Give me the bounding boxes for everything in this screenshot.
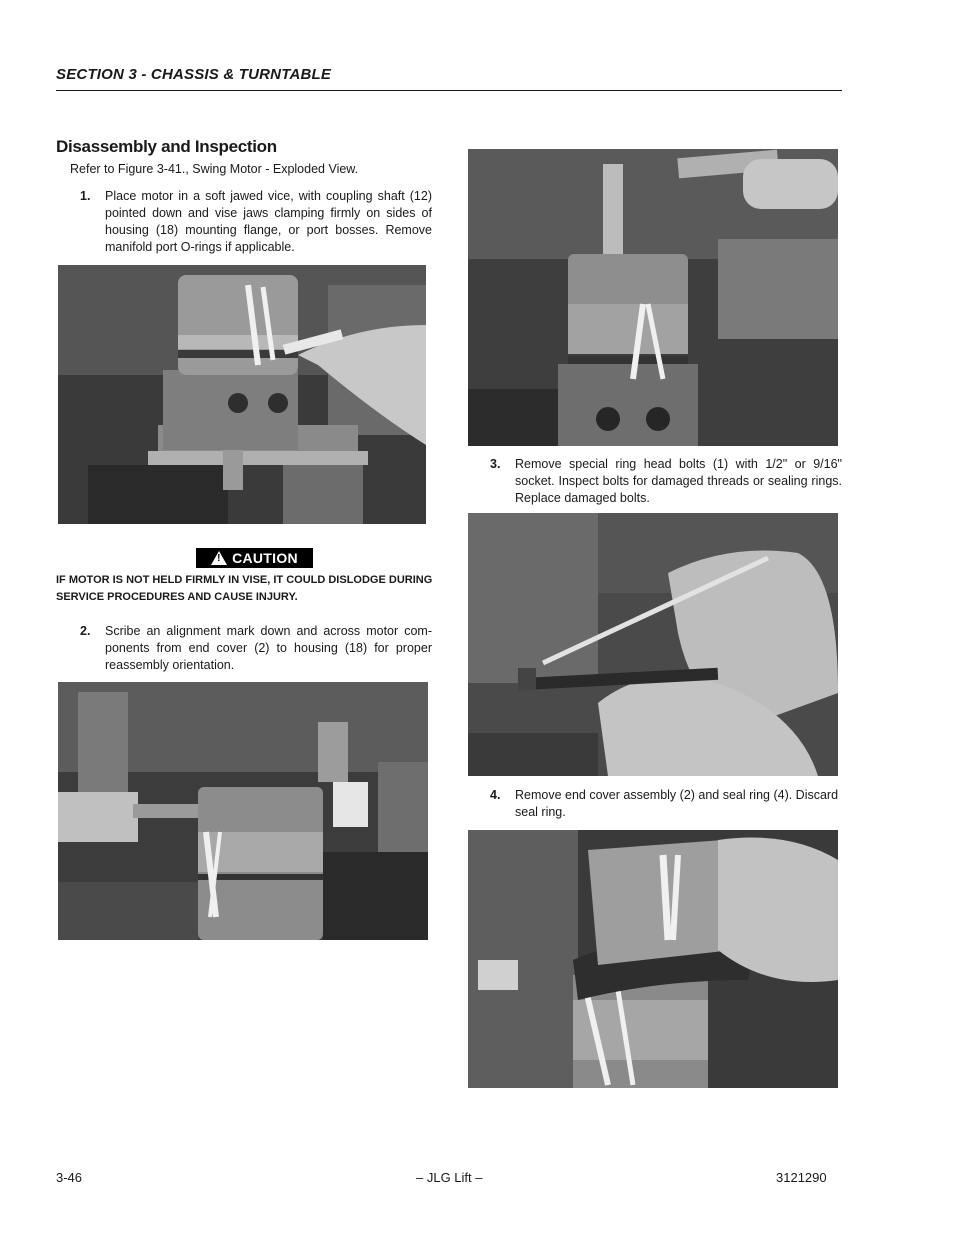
- photo-remove-end-cover: [468, 830, 838, 1088]
- step-4-text: Remove end cover assembly (2) and seal ring (4). Discard seal ring.: [515, 788, 839, 819]
- step-2-number: 2.: [80, 624, 91, 638]
- caution-badge: [196, 548, 313, 568]
- photo-alignment-mark: [58, 682, 428, 940]
- step-1-text: Place motor in a soft jawed vice, with coupling shaft (12) pointed down and vise jaws clamping firmly on sides of housing (18) mounting flange, or port bosses. Remove manifold port O-rings if applicable.: [105, 189, 432, 254]
- step-3-number: 3.: [490, 457, 501, 471]
- caution-label: CAUTION: [232, 550, 298, 566]
- section-header: SECTION 3 - CHASSIS & TURNTABLE: [56, 66, 332, 83]
- step-2-text: Scribe an alignment mark down and across motor com-ponents from end cover (2) to housing (18) for proper reassembly orientation.: [105, 624, 432, 672]
- footer-center: – JLG Lift –: [416, 1170, 483, 1185]
- section-heading: Disassembly and Inspection: [56, 137, 277, 156]
- doc-number: 3121290: [776, 1170, 827, 1185]
- page-number: 3-46: [56, 1170, 83, 1185]
- photo-inspect-bolt: [468, 513, 838, 776]
- warning-triangle-icon: !: [211, 551, 227, 565]
- header-rule: [56, 90, 842, 91]
- caution-text: IF MOTOR IS NOT HELD FIRMLY IN VISE, IT COULD DISLODGE DURING SERVICE PROCEDURES AND CAUSE INJURY.: [56, 574, 433, 603]
- photo-motor-in-vise: [58, 265, 426, 524]
- photo-remove-bolts: [468, 149, 838, 446]
- step-1-number: 1.: [80, 189, 91, 203]
- intro-text: Refer to Figure 3-41., Swing Motor - Exploded View.: [70, 162, 359, 176]
- step-3-text: Remove special ring head bolts (1) with 1/2" or 9/16" socket. Inspect bolts for damaged threads or sealing rings. Replace damaged bolts.: [515, 457, 842, 505]
- step-4-number: 4.: [490, 788, 501, 802]
